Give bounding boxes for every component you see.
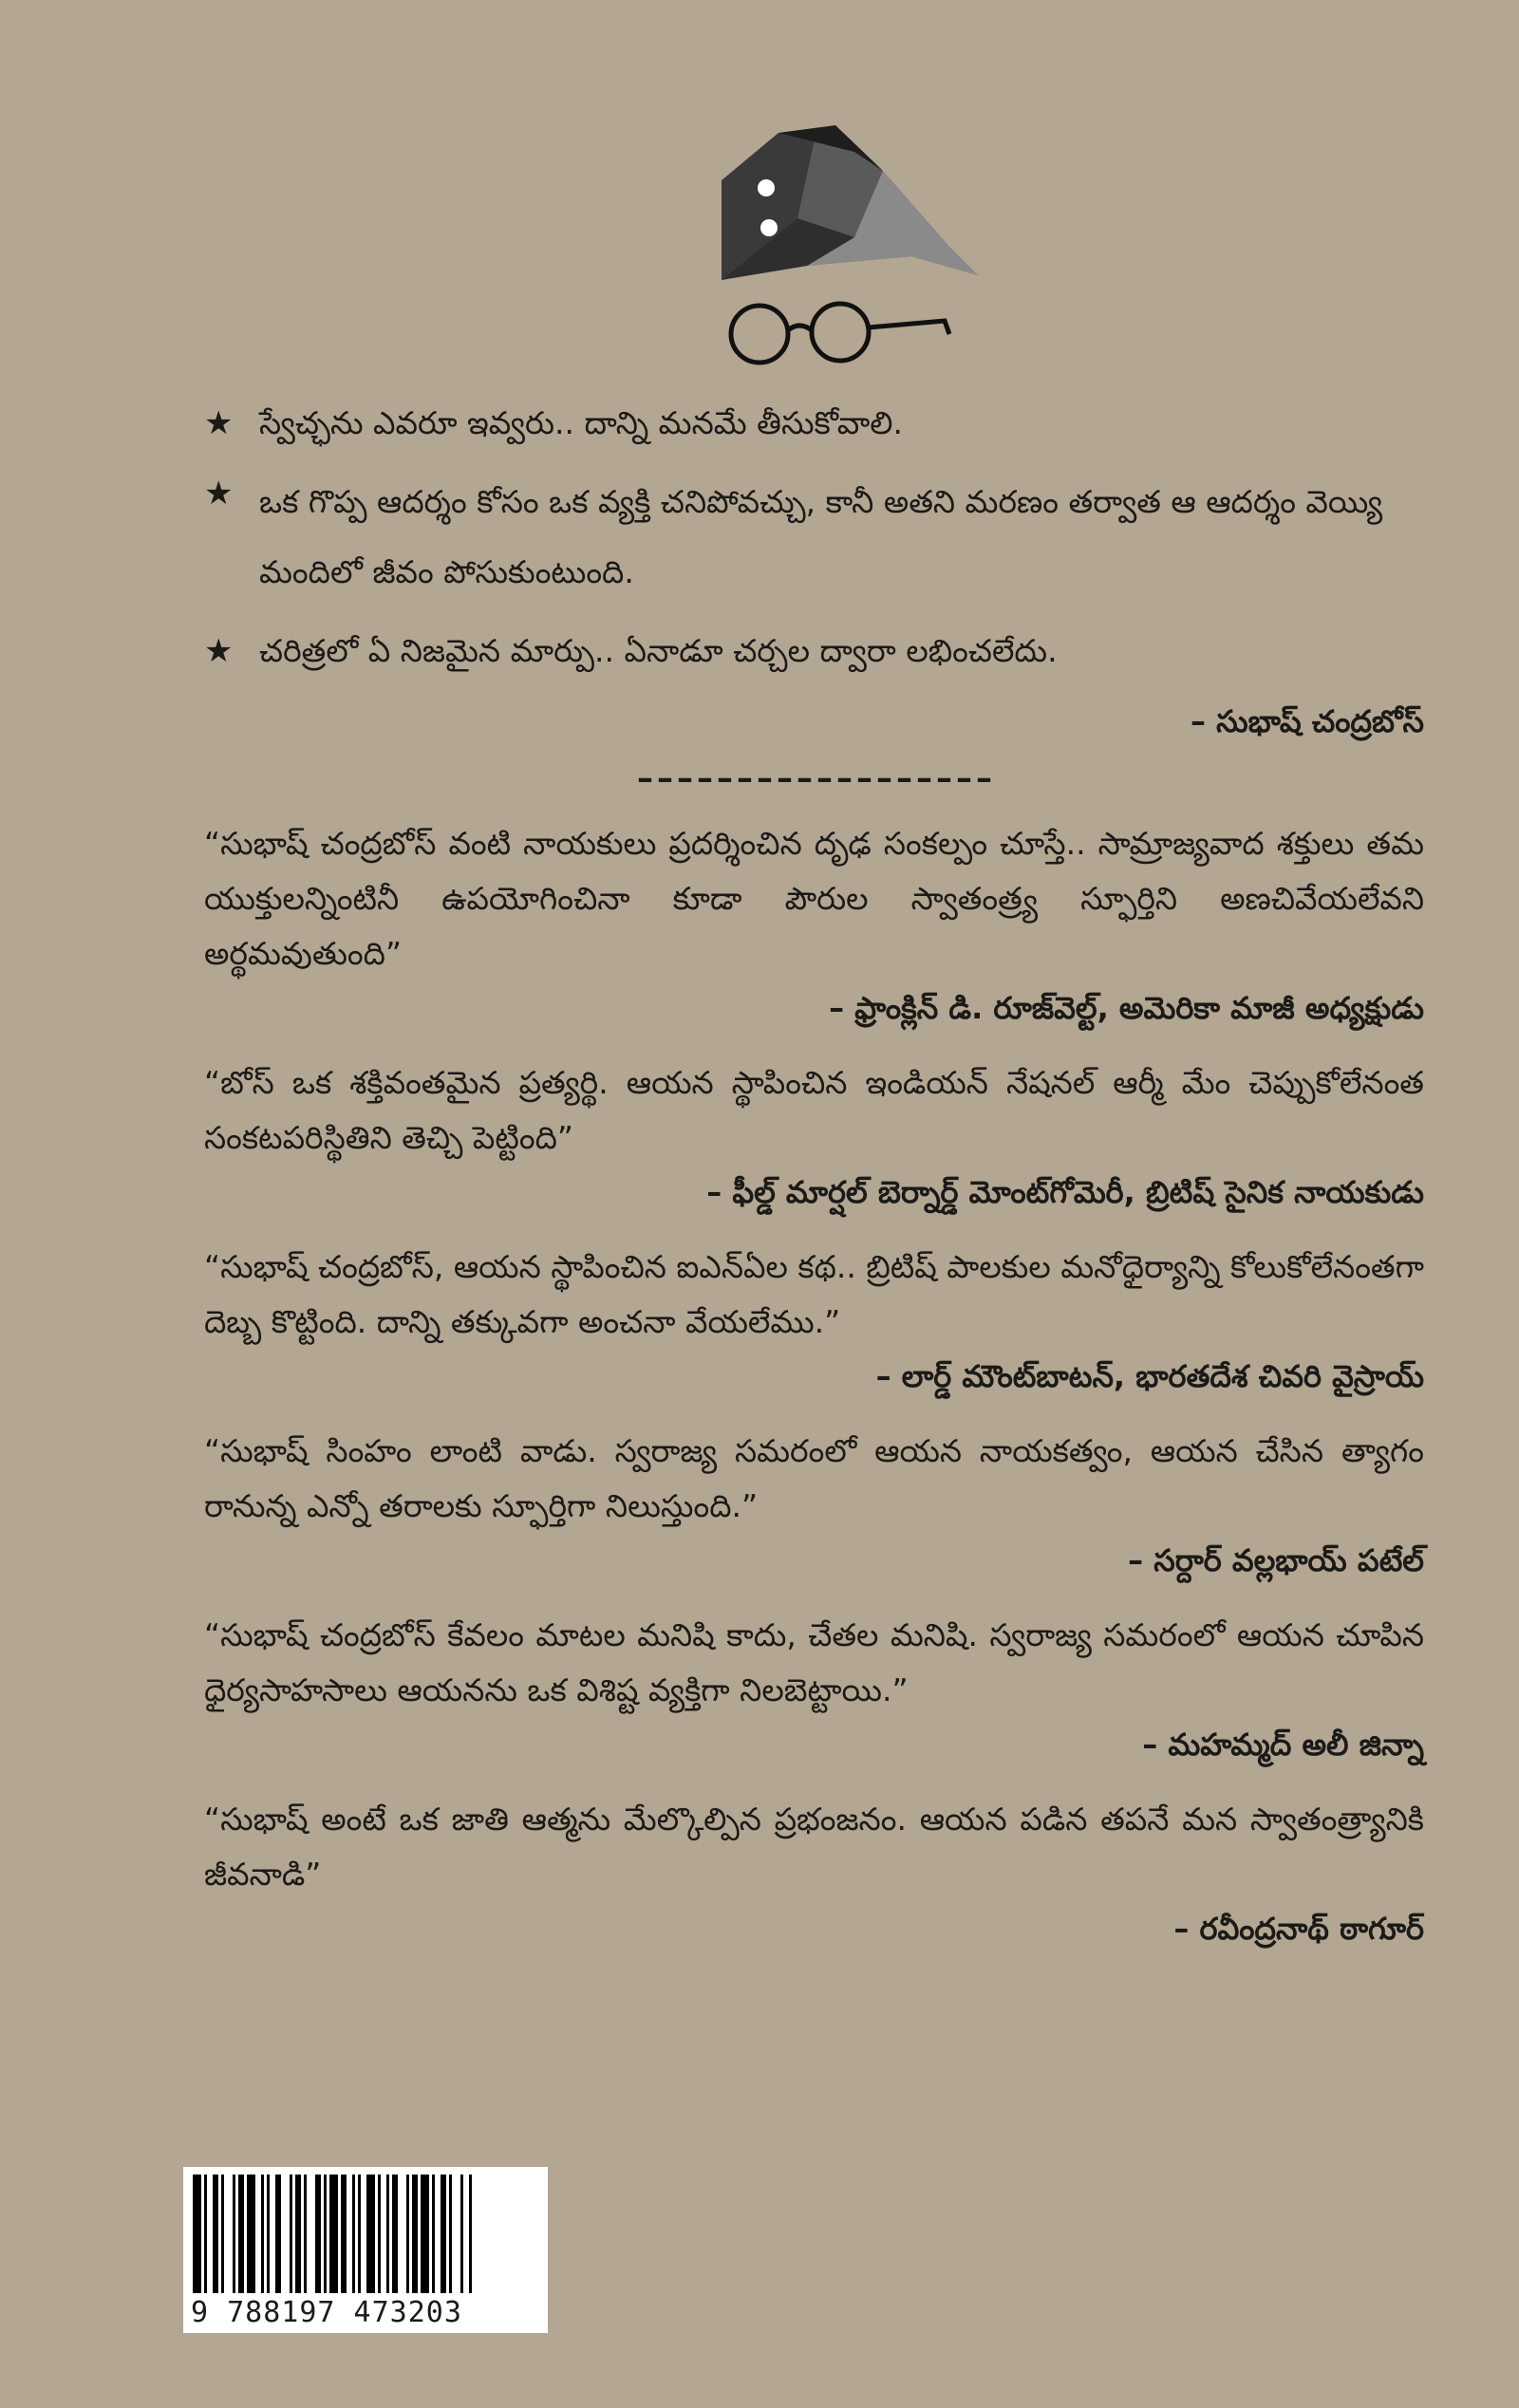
bullet-text: స్వేచ్ఛను ఎవరూ ఇవ్వరు.. దాన్ని మనమే తీసుకోవాలి. xyxy=(259,404,903,441)
bullets-attribution: – సుభాష్ చంద్రబోస్ xyxy=(1190,703,1424,739)
bullet-text: చరిత్రలో ఏ నిజమైన మార్పు.. ఏనాడూ చర్చల ద్వారా లభించలేదు. xyxy=(259,632,1058,669)
quote-attribution: – సర్దార్ వల్లభాయ్ పటేల్ xyxy=(1128,1542,1424,1578)
quote-attribution: – రవీంద్రనాథ్ ఠాగూర్ xyxy=(1173,1911,1424,1947)
quote-block xyxy=(204,1424,1424,1587)
star-icon: ★ xyxy=(204,404,234,442)
quote-attribution: – మహమ్మద్ అలీ జిన్నా xyxy=(1142,1727,1424,1763)
quote-text: “సుభాష్ సింహం లాంటి వాడు. స్వరాజ్య సమరంలో ఆయన నాయకత్వం, ఆయన చేసిన త్యాగం రానున్న ఎన్నో తరాలకు స్ఫూర్తిగా నిలుస్తుంది.” xyxy=(204,1432,1424,1524)
quote-text: “సుభాష్ చంద్రబోస్ కేవలం మాటల మనిషి కాదు, చేతల మనిషి. స్వరాజ్య సమరంలో ఆయన చూపిన ధైర్యసాహసాలు ఆయనను ఒక విశిష్ట వ్యక్తిగా నిలబెట్టాయి.” xyxy=(204,1616,1424,1708)
barcode-number: 9 788197 473203 xyxy=(191,2296,462,2329)
quote-block xyxy=(204,1792,1424,1955)
barcode-icon xyxy=(193,2175,538,2293)
quote-text: “సుభాష్ చంద్రబోస్ వంటి నాయకులు ప్రదర్శించిన దృఢ సంకల్పం చూస్తే.. సామ్రాజ్యవాద శక్తులు తమ యుక్తులన్నింటినీ ఉపయోగించినా కూడా పౌరుల స్వాతంత్ర్య స్ఫూర్తిని అణచివేయలేవని అర్థమవుతుంది” xyxy=(204,825,1424,972)
star-icon: ★ xyxy=(204,632,234,670)
cap-and-glasses-icon xyxy=(665,114,987,380)
bullet-text: ఒక గొప్ప ఆదర్శం కోసం ఒక వ్యక్తి చనిపోవచ్చు, కానీ అతని మరణం తర్వాత ఆ ఆదర్శం వెయ్యి మందిలో జీవం పోసుకుంటుంది. xyxy=(259,483,1383,590)
quote-text: “సుభాష్ చంద్రబోస్, ఆయన స్థాపించిన ఐఎన్ఏల కథ.. బ్రిటిష్ పాలకుల మనోధైర్యాన్ని కోలుకోలేనంతగా దెబ్బ కొట్టింది. దాన్ని తక్కువగా అంచనా వేయలేము.” xyxy=(204,1248,1425,1340)
quote-text: “సుభాష్ అంటే ఒక జాతి ఆత్మను మేల్కొల్పిన ప్రభంజనం. ఆయన పడిన తపనే మన స్వాతంత్ర్యానికి జీవనాడి” xyxy=(204,1801,1424,1893)
quotes-section xyxy=(204,816,1424,1976)
separator: –––––––––––––––––– xyxy=(637,759,996,797)
quote-block xyxy=(204,1608,1424,1771)
quote-attribution: – ఫీల్డ్ మార్షల్ బెర్నార్డ్ మోంట్‌గోమెరీ, బ్రిటిష్ సైనిక నాయకుడు xyxy=(706,1174,1424,1210)
quote-block xyxy=(204,1055,1424,1219)
quote-block xyxy=(204,816,1424,1035)
quote-block xyxy=(204,1240,1424,1403)
list-item xyxy=(204,625,1424,678)
barcode xyxy=(183,2167,548,2333)
list-item xyxy=(204,397,1424,450)
quote-attribution: – లార్డ్ మౌంట్‌బాటన్, భారతదేశ చివరి వైస్రాయ్ xyxy=(875,1358,1424,1394)
quote-text: “బోస్ ఒక శక్తివంతమైన ప్రత్యర్థి. ఆయన స్థాపించిన ఇండియన్ నేషనల్ ఆర్మీ మేం చెప్పుకోలేనంత సంకటపరిస్థితిని తెచ్చి పెట్టింది” xyxy=(204,1064,1424,1156)
star-icon: ★ xyxy=(204,475,234,513)
list-item xyxy=(204,467,1424,607)
bullet-list xyxy=(204,397,1424,748)
quote-attribution: – ఫ్రాంక్లిన్ డి. రూజ్‌వెల్ట్, అమెరికా మాజీ అధ్యక్షుడు xyxy=(829,990,1424,1026)
